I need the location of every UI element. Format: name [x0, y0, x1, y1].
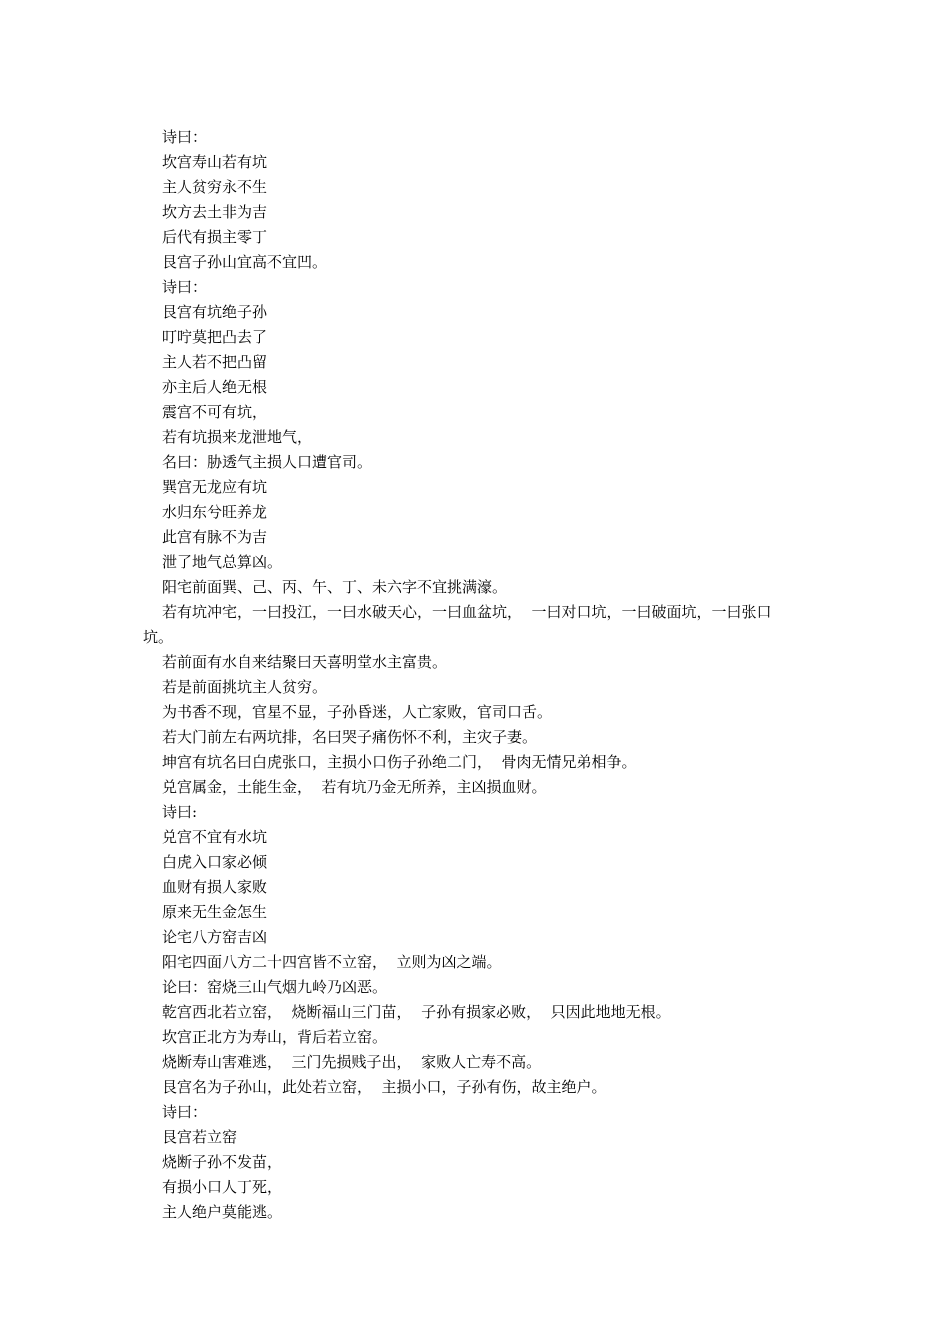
text-line: 坎方去土非为吉 — [162, 203, 268, 221]
text-line: 艮宫子孙山宜高不宜凹。 — [162, 253, 328, 271]
text-line: 为书香不现，官星不显，子孙昏迷，人亡家败，官司口舌。 — [162, 703, 553, 721]
text-line: 主人绝户莫能逃。 — [162, 1203, 283, 1221]
text-line: 若有坑损来龙泄地气， — [162, 428, 313, 446]
text-line: 此宫有脉不为吉 — [162, 528, 268, 546]
text-line: 主人若不把凸留 — [162, 353, 268, 371]
text-line: 诗曰: — [162, 803, 198, 821]
text-line: 论曰：窑烧三山气烟九岭乃凶恶。 — [162, 978, 388, 996]
document-body — [143, 125, 813, 1225]
text-line: 烧断子孙不发苗， — [162, 1153, 283, 1171]
text-line: 阳宅前面巽、己、丙、午、丁、未六字不宜挑满濠。 — [162, 578, 508, 596]
text-line: 坑。 — [143, 628, 174, 646]
text-line: 坤宫有坑名曰白虎张口，主损小口伤子孙绝二门， 骨肉无情兄弟相争。 — [162, 753, 637, 771]
text-line: 坎宫寿山若有坑 — [162, 153, 268, 171]
text-line: 名曰：胁透气主损人口遭官司。 — [162, 453, 373, 471]
text-line: 诗曰： — [162, 278, 208, 296]
text-line: 若前面有水自来结聚曰天喜明堂水主富贵。 — [162, 653, 448, 671]
text-line: 兑宫属金，土能生金， 若有坑乃金无所养，主凶损血财。 — [162, 778, 547, 796]
text-line: 泄了地气总算凶。 — [162, 553, 283, 571]
text-line: 艮宫若立窑 — [162, 1128, 238, 1146]
text-line: 水归东兮旺养龙 — [162, 503, 268, 521]
text-line: 艮宫有坑绝子孙 — [162, 303, 268, 321]
text-line: 白虎入口家必倾 — [162, 853, 268, 871]
text-line: 巽宫无龙应有坑 — [162, 478, 268, 496]
text-line: 亦主后人绝无根 — [162, 378, 268, 396]
text-line: 原来无生金怎生 — [162, 903, 268, 921]
text-line: 叮咛莫把凸去了 — [162, 328, 268, 346]
text-line: 若是前面挑坑主人贫穷。 — [162, 678, 328, 696]
text-line: 诗曰： — [162, 1103, 208, 1121]
text-line: 主人贫穷永不生 — [162, 178, 268, 196]
text-line: 烧断寿山害难逃， 三门先损贱子出， 家败人亡寿不高。 — [162, 1053, 542, 1071]
text-line: 艮宫名为子孙山，此处若立窑， 主损小口，子孙有伤，故主绝户。 — [162, 1078, 607, 1096]
text-line: 若有坑冲宅，一曰投江，一曰水破天心，一曰血盆坑， 一曰对口坑，一曰破面坑，一曰张口 — [162, 603, 772, 621]
text-line: 若大门前左右两坑排，名曰哭子痛伤怀不利，主灾子妻。 — [162, 728, 538, 746]
text-line: 后代有损主零丁 — [162, 228, 268, 246]
text-line: 论宅八方窑吉凶 — [162, 928, 268, 946]
text-line: 兑宫不宜有水坑 — [162, 828, 268, 846]
text-line: 血财有损人家败 — [162, 878, 268, 896]
text-line: 坎宫正北方为寿山，背后若立窑。 — [162, 1028, 388, 1046]
text-line: 阳宅四面八方二十四宫皆不立窑， 立则为凶之端。 — [162, 953, 502, 971]
text-line: 诗曰： — [162, 128, 208, 146]
text-line: 有损小口人丁死， — [162, 1178, 283, 1196]
text-line: 乾宫西北若立窑， 烧断福山三门苗， 子孙有损家必败， 只因此地地无根。 — [162, 1003, 671, 1021]
text-line: 震宫不可有坑， — [162, 403, 268, 421]
